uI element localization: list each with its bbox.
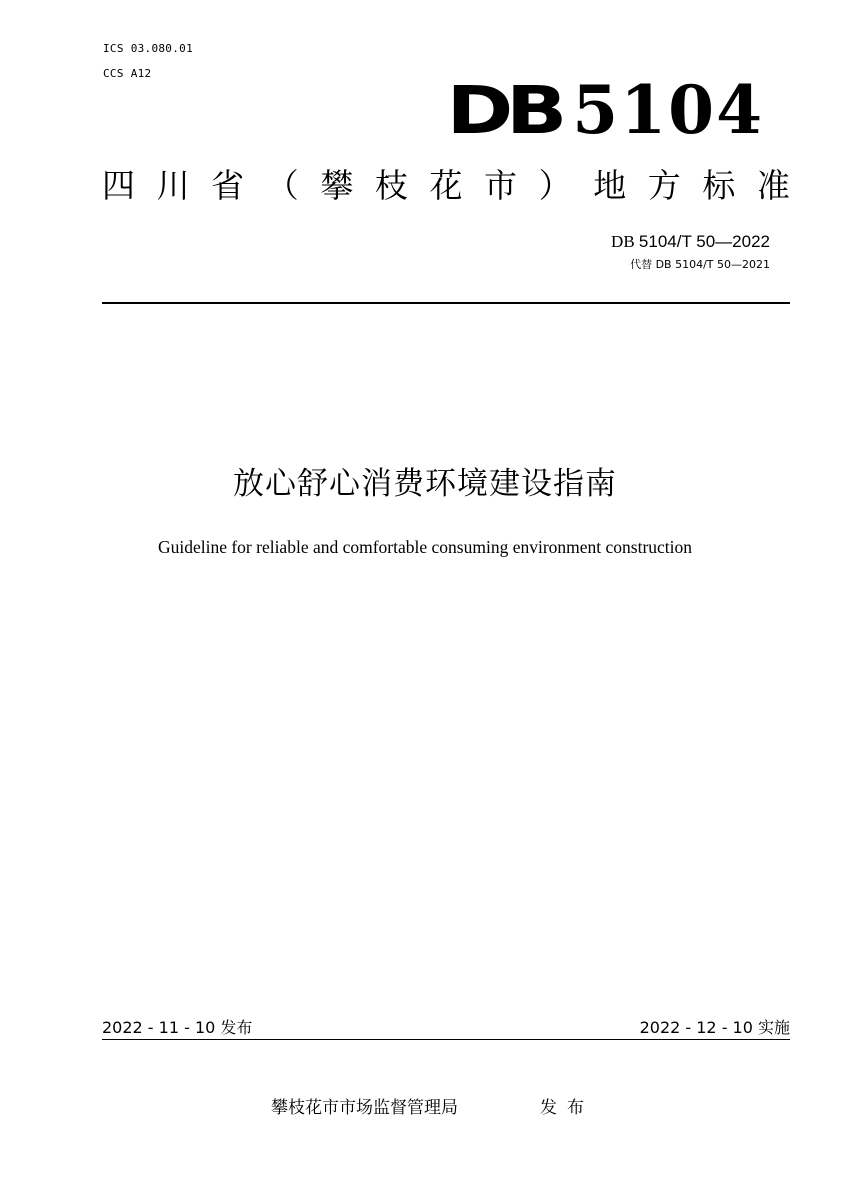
province-char: 枝 — [374, 166, 408, 205]
province-char: 川 — [156, 166, 190, 205]
issue-label: 发布 — [540, 1098, 594, 1118]
province-char: 方 — [647, 166, 681, 205]
province-char: 准 — [756, 166, 790, 205]
standard-number — [611, 231, 770, 253]
ccs-code: CCS A12 — [103, 67, 152, 80]
province-char: （ — [265, 166, 299, 205]
implement-date: 2022 - 12 - 10 实施 — [639, 1018, 790, 1037]
province-char: 四 — [102, 166, 135, 205]
standard-logo — [446, 71, 764, 149]
logo-prefix: DB — [446, 72, 561, 149]
province-char: 标 — [702, 166, 736, 205]
bottom-divider — [102, 1039, 790, 1040]
province-char: 地 — [593, 166, 627, 205]
province-char: 市 — [484, 166, 518, 205]
publish-date: 2022 - 11 - 10 发布 — [102, 1018, 253, 1037]
standard-number-prefix: DB — [611, 232, 635, 251]
province-char: 省 — [211, 166, 245, 205]
standard-number-rest: 5104/T 50—2022 — [638, 232, 770, 251]
ics-code: ICS 03.080.01 — [103, 42, 193, 55]
replaces-standard: 代替 DB 5104/T 50—2021 — [630, 258, 770, 271]
document-title-english: Guideline for reliable and comfortable consuming environment construction — [157, 537, 693, 557]
issuing-authority: 攀枝花市市场监督管理局 — [271, 1098, 458, 1118]
logo-number: 5104 — [572, 71, 764, 149]
province-char: 攀 — [320, 166, 354, 205]
document-title-chinese: 放心舒心消费环境建设指南 — [233, 466, 617, 502]
province-char: 花 — [429, 166, 463, 205]
province-standard-title — [102, 163, 790, 209]
top-divider — [102, 302, 790, 304]
province-char: ） — [538, 166, 572, 205]
